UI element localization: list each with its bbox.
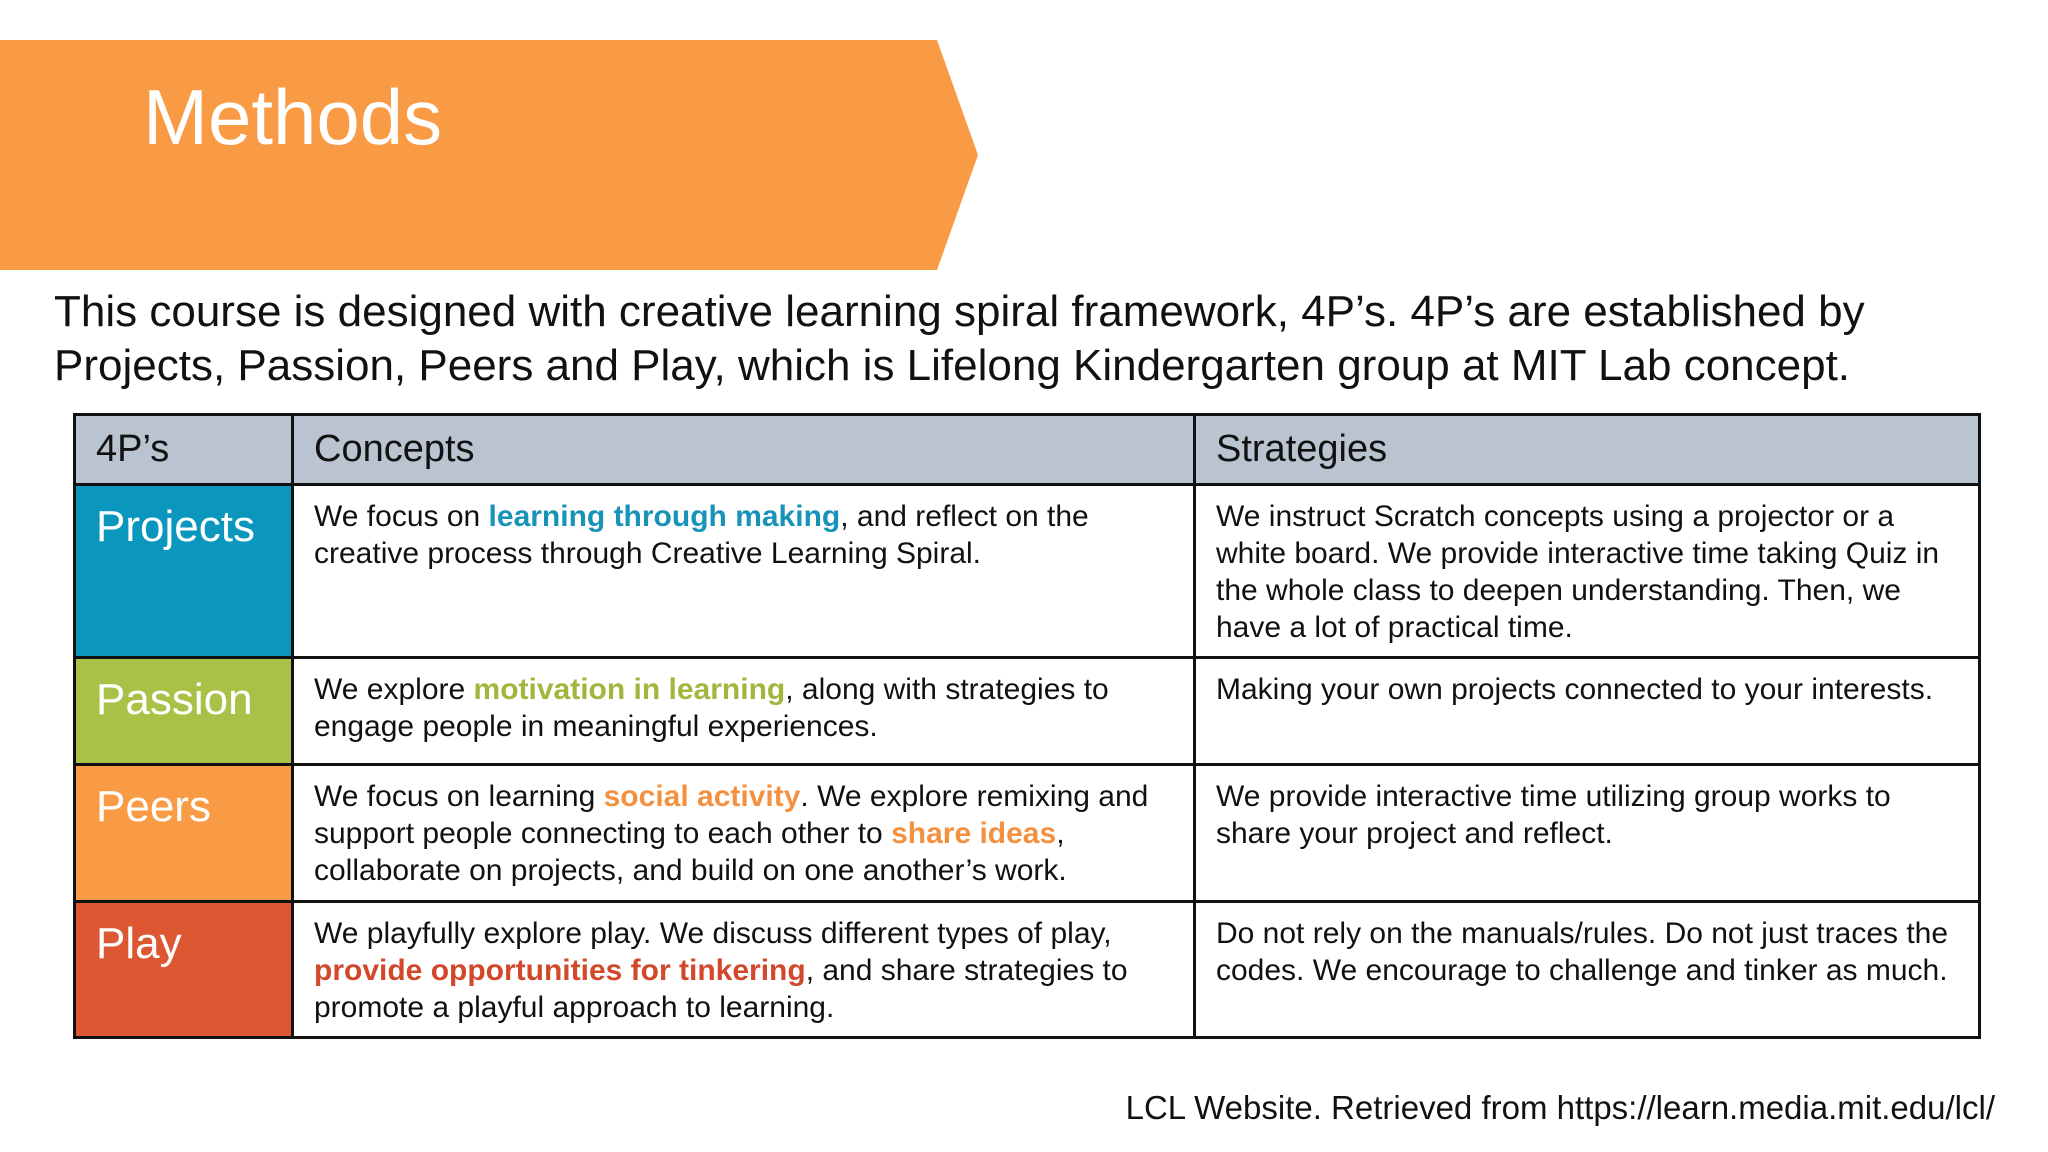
concept-text: We explore (314, 673, 474, 706)
category-peers: Peers (75, 765, 293, 902)
strategy-peers: We provide interactive time utilizing group works to share your project and reflect. (1195, 765, 1980, 902)
concept-text: We focus on learning (314, 780, 604, 813)
concept-text: . We explore remixing and support people connecting to each other to (314, 780, 1149, 850)
concept-highlight: share ideas (891, 817, 1057, 850)
concept-highlight: motivation in learning (473, 673, 786, 706)
header-concepts: Concepts (293, 415, 1195, 485)
concept-peers (293, 765, 1195, 902)
concept-passion (293, 658, 1195, 765)
table-row-projects (75, 485, 1980, 658)
concept-text: We playfully explore play. We discuss different types of play, (314, 917, 1112, 950)
source-citation: LCL Website. Retrieved from https://learn.media.mit.edu/lcl/ (1125, 1089, 1995, 1126)
table-row-peers (75, 765, 1980, 902)
strategy-play: Do not rely on the manuals/rules. Do not just traces the codes. We encourage to challenge and tinker as much. (1195, 902, 1980, 1038)
four-ps-table (73, 413, 1981, 1039)
category-passion: Passion (75, 658, 293, 765)
table-row-passion (75, 658, 1980, 765)
table-header-row (75, 415, 1980, 485)
category-projects: Projects (75, 485, 293, 658)
intro-paragraph: This course is designed with creative learning spiral framework, 4P’s. 4P’s are established by Projects, Passion, Peers and Play, which is Lifelong Kindergarten group at MIT Lab concept. (54, 287, 1865, 390)
table-row-play (75, 902, 1980, 1038)
header-4ps: 4P’s (75, 415, 293, 485)
header-strategies: Strategies (1195, 415, 1980, 485)
concept-highlight: learning through making (488, 500, 841, 533)
concept-projects (293, 485, 1195, 658)
strategy-passion: Making your own projects connected to your interests. (1195, 658, 1980, 765)
concept-highlight: provide opportunities for tinkering (314, 954, 806, 987)
concept-text: We focus on (314, 500, 489, 533)
concept-text: , along with strategies to engage people in meaningful experiences. (314, 673, 1109, 743)
concept-highlight: social activity (603, 780, 801, 813)
strategy-projects: We instruct Scratch concepts using a projector or a white board. We provide interactive time taking Quiz in the whole class to deepen understanding. Then, we have a lot of practical time. (1195, 485, 1980, 658)
slide-title: Methods (143, 73, 443, 161)
concept-text: , and reflect on the creative process through Creative Learning Spiral. (314, 500, 1089, 570)
category-play: Play (75, 902, 293, 1038)
concept-text: , and share strategies to promote a playful approach to learning. (314, 954, 1128, 1024)
concept-text: , collaborate on projects, and build on one another’s work. (314, 817, 1067, 887)
concept-play (293, 902, 1195, 1038)
